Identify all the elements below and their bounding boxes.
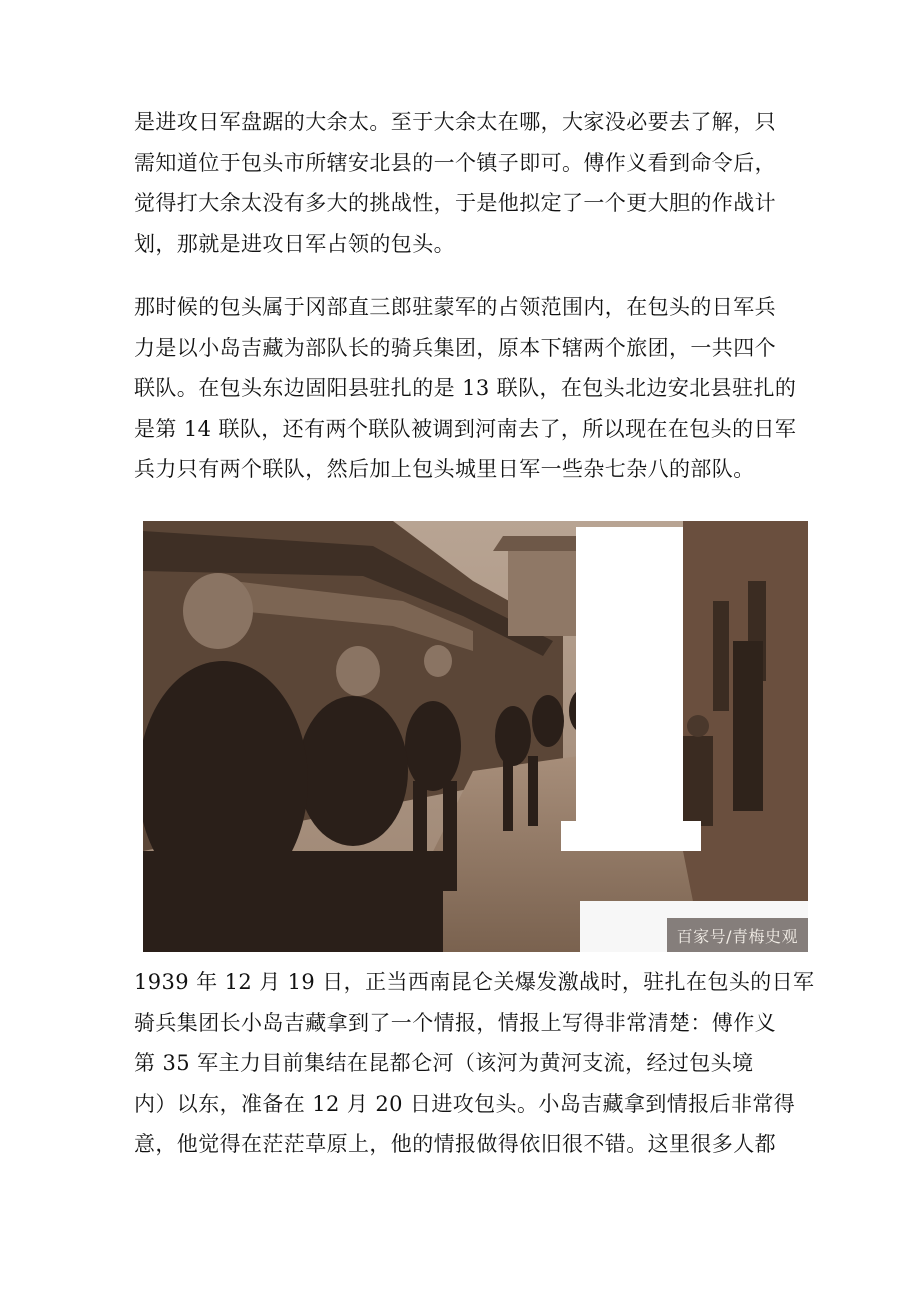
- paragraph-1: [134, 102, 794, 264]
- redaction-block: [561, 821, 701, 851]
- text-line: 是进攻日军盘踞的大余太。至于大余太在哪，大家没必要去了解，只: [134, 110, 776, 134]
- text-line: 划，那就是进攻日军占领的包头。: [134, 231, 455, 256]
- text-line: 是第 14 联队，还有两个联队被调到河南去了，所以现在在包头的日军: [134, 416, 797, 441]
- paragraph-2: [134, 287, 797, 490]
- paragraph-3: [134, 962, 815, 1165]
- text-line: 意，他觉得在茫茫草原上，他的情报做得依旧很不错。这里很多人都: [134, 1132, 776, 1156]
- historical-photo: [143, 521, 808, 952]
- text-line: 骑兵集团长小岛吉藏拿到了一个情报，情报上写得非常清楚：傅作义: [134, 1010, 776, 1035]
- text-line: 觉得打大余太没有多大的挑战性，于是他拟定了一个更大胆的作战计: [134, 191, 776, 215]
- text-line: 需知道位于包头市所辖安北县的一个镇子即可。傅作义看到命令后，: [134, 150, 776, 175]
- watermark-box: [667, 918, 808, 952]
- text-line: 力是以小岛吉藏为部队长的骑兵集团，原本下辖两个旅团，一共四个: [134, 335, 776, 360]
- cavalry-street-scene: [143, 521, 808, 952]
- text-line: 那时候的包头属于冈部直三郎驻蒙军的占领范围内，在包头的日军兵: [134, 295, 776, 319]
- redaction-block: [576, 527, 683, 847]
- text-line: 兵力只有两个联队，然后加上包头城里日军一些杂七杂八的部队。: [134, 457, 755, 481]
- text-line: 1939 年 12 月 19 日，正当西南昆仑关爆发激战时，驻扎在包头的日军: [134, 970, 815, 994]
- text-line: 内）以东，准备在 12 月 20 日进攻包头。小岛吉藏拿到情报后非常得: [134, 1091, 796, 1116]
- text-line: 第 35 军主力目前集结在昆都仑河（该河为黄河支流，经过包头境: [134, 1051, 754, 1075]
- text-line: 联队。在包头东边固阳县驻扎的是 13 联队，在包头北边安北县驻扎的: [134, 376, 797, 400]
- watermark-text: 百家号/青梅史观: [676, 926, 798, 946]
